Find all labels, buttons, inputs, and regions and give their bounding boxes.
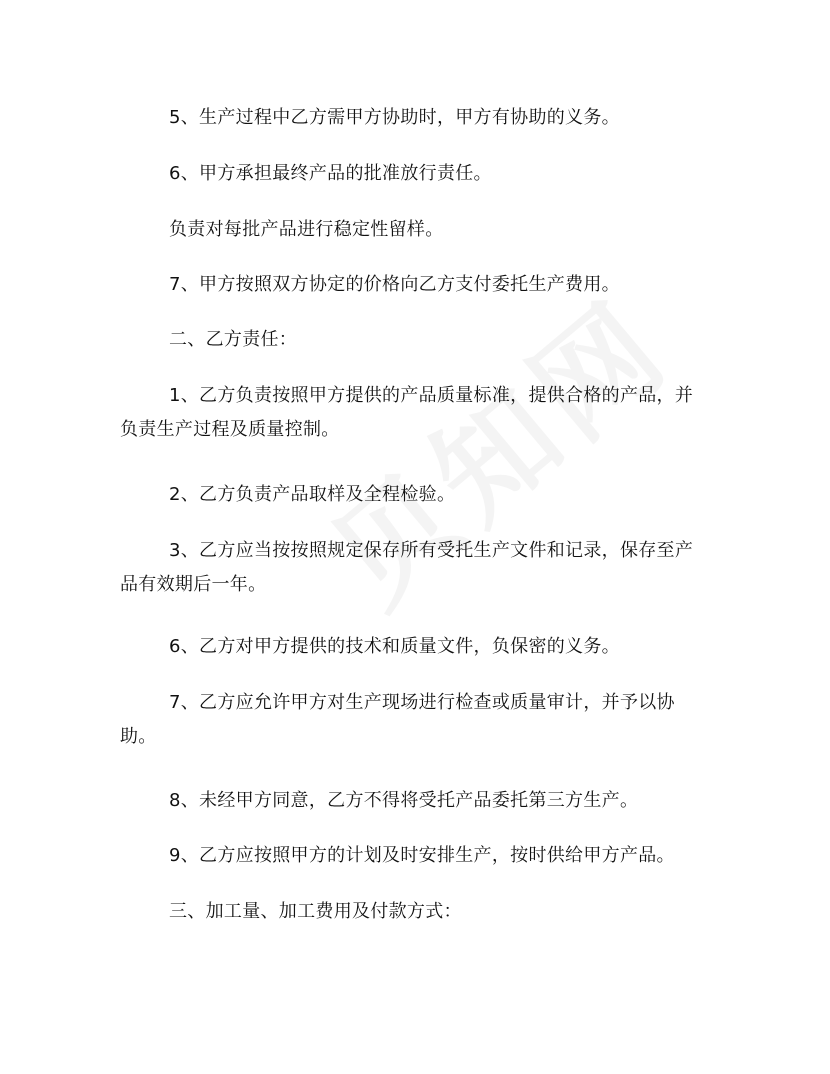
paragraph: 7、甲方按照双方协定的价格向乙方支付委托生产费用。 bbox=[169, 274, 620, 295]
paragraph: 6、甲方承担最终产品的批准放行责任。 bbox=[169, 163, 492, 184]
paragraph: 1、乙方负责按照甲方提供的产品质量标准，提供合格的产品，并负责生产过程及质量控制。 bbox=[120, 385, 694, 440]
paragraph: 2、乙方负责产品取样及全程检验。 bbox=[169, 484, 456, 505]
section-heading: 二、乙方责任： bbox=[169, 329, 298, 350]
paragraph: 6、乙方对甲方提供的技术和质量文件，负保密的义务。 bbox=[169, 636, 620, 657]
paragraph: 负责对每批产品进行稳定性留样。 bbox=[169, 219, 444, 240]
paragraph: 9、乙方应按照甲方的计划及时安排生产，按时供给甲方产品。 bbox=[169, 845, 675, 866]
section-heading: 三、加工量、加工费用及付款方式： bbox=[169, 901, 462, 922]
paragraph: 8、未经甲方同意，乙方不得将受托产品委托第三方生产。 bbox=[169, 790, 639, 811]
paragraph: 3、乙方应当按按照规定保存所有受托生产文件和记录，保存至产品有效期后一年。 bbox=[120, 540, 694, 595]
paragraph: 5、生产过程中乙方需甲方协助时，甲方有协助的义务。 bbox=[169, 107, 620, 128]
paragraph: 7、乙方应允许甲方对生产现场进行检查或质量审计，并予以协助。 bbox=[120, 692, 675, 747]
